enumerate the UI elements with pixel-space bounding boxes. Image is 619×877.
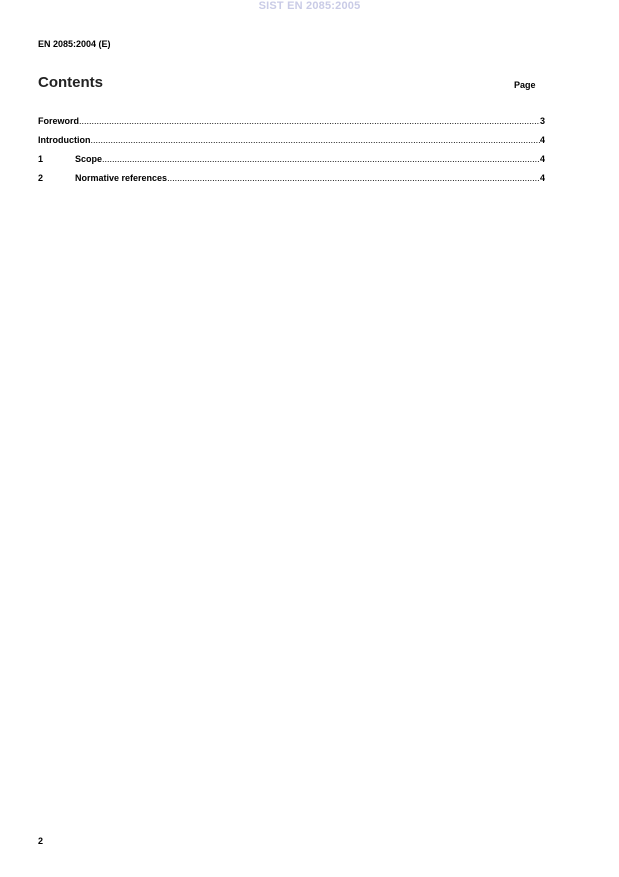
toc-entry-normative-references[interactable] bbox=[38, 173, 545, 192]
toc-entry-page: 4 bbox=[539, 173, 545, 183]
toc-entry-number: 2 bbox=[38, 173, 44, 183]
toc-entry-page: 3 bbox=[539, 116, 545, 126]
toc-entry-title: Scope bbox=[75, 154, 103, 164]
toc-entry-title: Foreword bbox=[38, 116, 80, 126]
toc-entry-foreword[interactable] bbox=[38, 116, 545, 135]
toc-entry-title: Introduction bbox=[38, 135, 91, 145]
toc-entry-number: 1 bbox=[38, 154, 44, 164]
toc-dot-leader bbox=[102, 154, 540, 164]
toc-dot-leader bbox=[167, 173, 540, 183]
contents-heading: Contents bbox=[38, 74, 103, 91]
toc-entry-title: Normative references bbox=[75, 173, 168, 183]
page-number: 2 bbox=[38, 836, 44, 846]
toc-entry-scope[interactable] bbox=[38, 154, 545, 173]
toc-entry-page: 4 bbox=[539, 135, 545, 145]
watermark: SIST EN 2085:2005 bbox=[258, 0, 361, 12]
toc-entry-page: 4 bbox=[539, 154, 545, 164]
page-column-label: Page bbox=[514, 80, 536, 90]
table-of-contents bbox=[38, 116, 545, 192]
toc-entry-introduction[interactable] bbox=[38, 135, 545, 154]
toc-dot-leader bbox=[91, 135, 540, 145]
document-identifier: EN 2085:2004 (E) bbox=[38, 39, 111, 49]
toc-dot-leader bbox=[79, 116, 540, 126]
